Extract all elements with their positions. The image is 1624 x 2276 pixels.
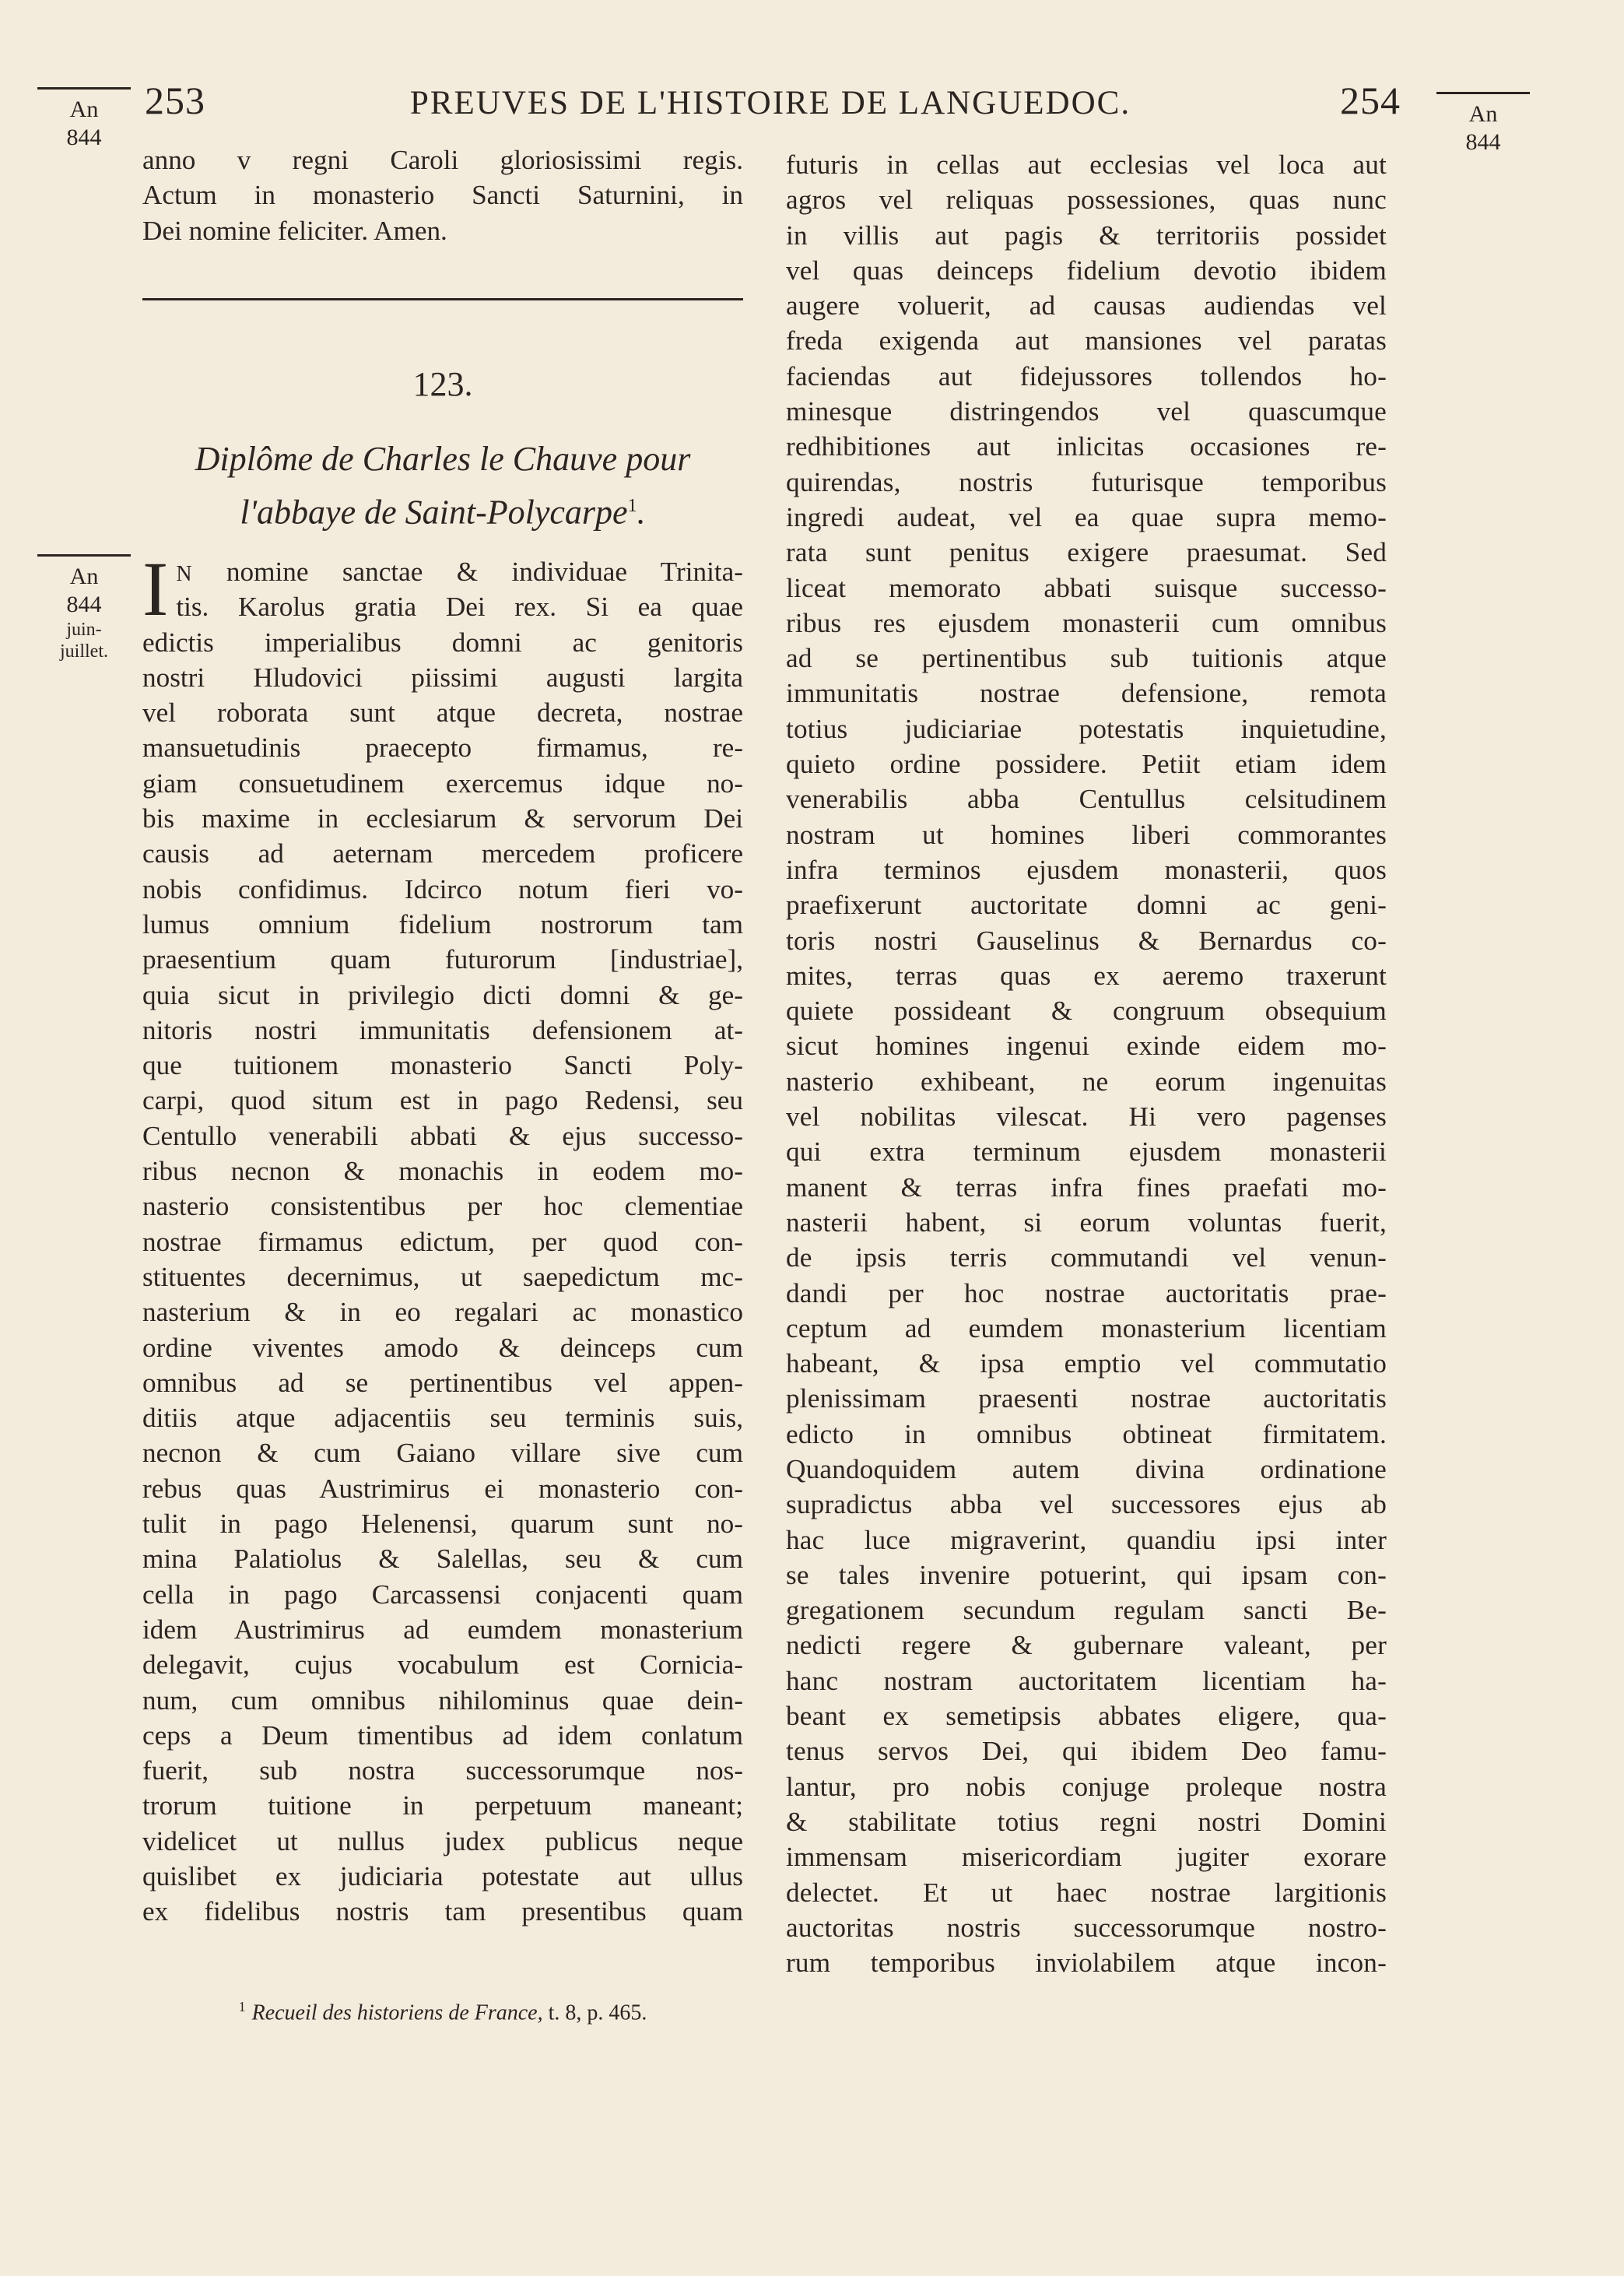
text-line-first	[142, 554, 743, 589]
text-line: quislibet ex judiciaria potestate aut ullus	[142, 1860, 743, 1891]
page-number-right: 254	[1340, 79, 1401, 122]
text-line: tis. Karolus gratia Dei rex. Si ea quae	[176, 592, 743, 623]
text-line: mansuetudinis praecepto firmamus, re-	[142, 732, 743, 764]
footnote	[142, 1999, 743, 2025]
text-line: ex fidelibus nostris tam presentibus quam	[142, 1896, 743, 1927]
text-line: delegavit, cujus vocabulum est Cornicia-	[142, 1649, 743, 1681]
text-line: totius judiciariae potestatis inquietudine,	[786, 713, 1387, 744]
text-line: ribus necnon & monachis in eodem mo-	[142, 1156, 743, 1187]
small-caps-text: N	[176, 562, 193, 586]
text-line: ingredi audeat, vel ea quae supra memo-	[786, 501, 1387, 532]
text-line: redhibitiones aut inlicitas occasiones re-	[786, 431, 1387, 462]
text-line: rebus quas Austrimirus ei monasterio con-	[142, 1473, 743, 1504]
text-line: num, cum omnibus nihilominus quae dein-	[142, 1684, 743, 1716]
text-line: mites, terras quas ex aeremo traxerunt	[786, 960, 1387, 991]
text-line: infra terminos ejusdem monasterii, quos	[786, 854, 1387, 885]
text-line: hac luce migraverint, quandiu ipsi inter	[786, 1524, 1387, 1555]
text-line: ad se pertinentibus sub tuitionis atque	[786, 643, 1387, 674]
text-line: nedicti regere & gubernare valeant, per	[786, 1630, 1387, 1661]
text-line: toris nostri Gauselinus & Bernardus co-	[786, 925, 1387, 956]
text-line: immunitatis nostrae defensione, remota	[786, 678, 1387, 709]
margin-note-year: 844	[66, 592, 102, 617]
text-line: nostri Hludovici piissimi augusti largita	[142, 662, 743, 693]
text-line: stituentes decernimus, ut saepedictum mc-	[142, 1261, 743, 1292]
text-line: habeant, & ipsa emptio vel commutatio	[786, 1348, 1387, 1379]
text-line: praefixerunt auctoritate domni ac geni-	[786, 890, 1387, 921]
text-line: ceps a Deum timentibus ad idem conlatum	[142, 1719, 743, 1751]
text-line: ceptum ad eumdem monasterium licentiam	[786, 1312, 1387, 1343]
text-line: liceat memorato abbati suisque successo-	[786, 572, 1387, 603]
text-line: anno v regni Caroli gloriosissimi regis.	[142, 145, 743, 175]
margin-note-label: An	[69, 564, 99, 589]
text-line: nobis confidimus. Idcirco notum fieri vo-	[142, 873, 743, 904]
charter-body-right	[786, 147, 1387, 1980]
text-line: agros vel reliquas possessiones, quas nunc	[786, 184, 1387, 216]
text-line: tulit in pago Helenensi, quarum sunt no-	[142, 1509, 743, 1540]
text-line: edictis imperialibus domni ac genitoris	[142, 627, 743, 658]
text-line: quieto ordine possidere. Petiit etiam idem	[786, 749, 1387, 780]
text-line: beant ex semetipsis abbates eligere, qua-	[786, 1701, 1387, 1732]
running-header	[0, 78, 1624, 140]
text-line: omnibus ad se pertinentibus vel appen-	[142, 1367, 743, 1398]
text-line: nostram ut homines liberi commorantes	[786, 819, 1387, 850]
text-line: & stabilitate totius regni nostri Domini	[786, 1806, 1387, 1837]
text-line: que tuitionem monasterio Sancti Poly-	[142, 1050, 743, 1081]
margin-note-year: 844	[66, 125, 102, 150]
text-line: hanc nostram auctoritatem licentiam ha-	[786, 1665, 1387, 1696]
footnote-source: Recueil des historiens de France,	[251, 2000, 543, 2025]
text-line: venerabilis abba Centullus celsitudinem	[786, 784, 1387, 815]
drop-capital: I	[142, 546, 169, 632]
document-title-line-2	[142, 483, 743, 536]
text-line: ordine viventes amodo & deinceps cum	[142, 1332, 743, 1363]
text-line: Actum in monasterio Sancti Saturnini, in	[142, 180, 743, 211]
margin-rule	[37, 554, 131, 557]
text-line: gregationem secundum regulam sancti Be-	[786, 1595, 1387, 1626]
charter-body-left	[142, 546, 743, 1930]
text-line: auctoritas nostris successorumque nostro-	[786, 1912, 1387, 1943]
text-line: immensam misericordiam jugiter exorare	[786, 1842, 1387, 1873]
text-line: bis maxime in ecclesiarum & servorum Dei	[142, 803, 743, 834]
footnote-mark: 1	[238, 1999, 246, 2014]
text-line: necnon & cum Gaiano villare sive cum	[142, 1438, 743, 1469]
text-line: rata sunt penitus exigere praesumat. Sed	[786, 537, 1387, 568]
text-line: in villis aut pagis & territoriis possidet	[786, 220, 1387, 251]
text-line: faciendas aut fidejussores tollendos ho-	[786, 360, 1387, 392]
document-title	[142, 436, 743, 536]
text-line: cella in pago Carcassensi conjacenti quam	[142, 1579, 743, 1610]
text-line: vel quas deinceps fidelium devotio ibidem	[786, 255, 1387, 286]
text-line: supradictus abba vel successores ejus ab	[786, 1489, 1387, 1520]
text-line: qui extra terminum ejusdem monasterii	[786, 1136, 1387, 1168]
margin-note-right-top	[1436, 92, 1530, 156]
first-line-text: nomine sanctae & individuae Trinita-	[226, 557, 743, 587]
text-line: delectet. Et ut haec nostrae largitionis	[786, 1877, 1387, 1908]
text-line: augere voluerit, ad causas audiendas vel	[786, 290, 1387, 321]
text-line: videlicet ut nullus judex publicus neque	[142, 1825, 743, 1856]
text-line: quia sicut in privilegio dicti domni & ge-	[142, 979, 743, 1010]
text-line: sicut homines ingenui exinde eidem mo-	[786, 1031, 1387, 1062]
title-period: .	[637, 493, 646, 532]
margin-note-left-top	[37, 87, 131, 152]
text-line: giam consuetudinem exercemus idque no-	[142, 767, 743, 799]
text-line: tenus servos Dei, qui ibidem Deo famu-	[786, 1736, 1387, 1767]
text-line: causis ad aeternam mercedem proficere	[142, 838, 743, 869]
text-line: praesentium quam futurorum [industriae],	[142, 944, 743, 975]
document-title-line-2-text: l'abbaye de Saint-Polycarpe	[240, 493, 628, 532]
text-line: nasterium & in eo regalari ac monastico	[142, 1297, 743, 1328]
text-line: nostrae firmamus edictum, per quod con-	[142, 1226, 743, 1257]
margin-rule	[1436, 92, 1530, 94]
footnote-reference: 1	[627, 496, 637, 516]
text-line: ditiis atque adjacentiis seu terminis suis,	[142, 1403, 743, 1434]
text-line: se tales invenire potuerint, qui ipsam con-	[786, 1559, 1387, 1590]
section-divider	[142, 298, 743, 300]
previous-charter-ending	[142, 142, 743, 248]
margin-note-label: An	[1468, 101, 1498, 127]
text-line: lumus omnium fidelium nostrorum tam	[142, 908, 743, 940]
footnote-ref: t. 8, p. 465.	[548, 2000, 647, 2025]
text-line: ribus res ejusdem monasterii cum omnibus	[786, 607, 1387, 638]
text-line: rum temporibus inviolabilem atque incon-	[786, 1948, 1387, 1979]
text-line: vel roborata sunt atque decreta, nostrae	[142, 697, 743, 729]
text-line: de ipsis terris commutandi vel venun-	[786, 1242, 1387, 1273]
margin-note-month-2: juillet.	[60, 641, 108, 662]
text-line: nasterii habent, si eorum voluntas fuerit,	[786, 1206, 1387, 1238]
text-line: Dei nomine feliciter. Amen.	[142, 215, 447, 246]
text-line: plenissimam praesenti nostrae auctoritatis	[786, 1383, 1387, 1414]
text-line: Quandoquidem autem divina ordinatione	[786, 1453, 1387, 1484]
text-line: dandi per hoc nostrae auctoritatis prae-	[786, 1277, 1387, 1308]
text-line: lantur, pro nobis conjuge proleque nostra	[786, 1771, 1387, 1802]
page-number-left: 253	[145, 79, 205, 122]
text-line: nasterio consistentibus per hoc clementiae	[142, 1191, 743, 1222]
text-line: futuris in cellas aut ecclesias vel loca aut	[786, 149, 1387, 180]
text-line: freda exigenda aut mansiones vel paratas	[786, 325, 1387, 357]
text-line: quirendas, nostris futurisque temporibus	[786, 466, 1387, 497]
text-line: nitoris nostri immunitatis defensionem at-	[142, 1014, 743, 1045]
margin-note-left-mid	[37, 554, 131, 662]
left-body-lines	[142, 589, 743, 1929]
text-line: mina Palatiolus & Salellas, seu & cum	[142, 1544, 743, 1575]
text-line: idem Austrimirus ad eumdem monasterium	[142, 1614, 743, 1645]
text-line: fuerit, sub nostra successorumque nos-	[142, 1755, 743, 1786]
margin-note-month-1: juin-	[66, 620, 102, 640]
running-title: PREUVES DE L'HISTOIRE DE LANGUEDOC.	[409, 85, 1131, 121]
text-line: Centullo venerabili abbati & ejus successo-	[142, 1120, 743, 1151]
text-line: vel nobilitas vilescat. Hi vero pagenses	[786, 1101, 1387, 1133]
text-line: carpi, quod situm est in pago Redensi, seu	[142, 1085, 743, 1116]
document-title-line-1: Diplôme de Charles le Chauve pour	[195, 440, 691, 478]
text-line: manent & terras infra fines praefati mo-	[786, 1171, 1387, 1203]
text-line: edicto in omnibus obtineat firmitatem.	[786, 1418, 1387, 1449]
text-line: quiete possideant & congruum obsequium	[786, 996, 1387, 1027]
text-line: minesque distringendos vel quascumque	[786, 396, 1387, 427]
margin-note-label: An	[69, 97, 99, 122]
margin-rule	[37, 87, 131, 90]
document-number: 123.	[412, 365, 473, 403]
text-line: trorum tuitione in perpetuum maneant;	[142, 1790, 743, 1821]
margin-note-year: 844	[1465, 129, 1501, 155]
text-line: nasterio exhibeant, ne eorum ingenuitas	[786, 1066, 1387, 1097]
